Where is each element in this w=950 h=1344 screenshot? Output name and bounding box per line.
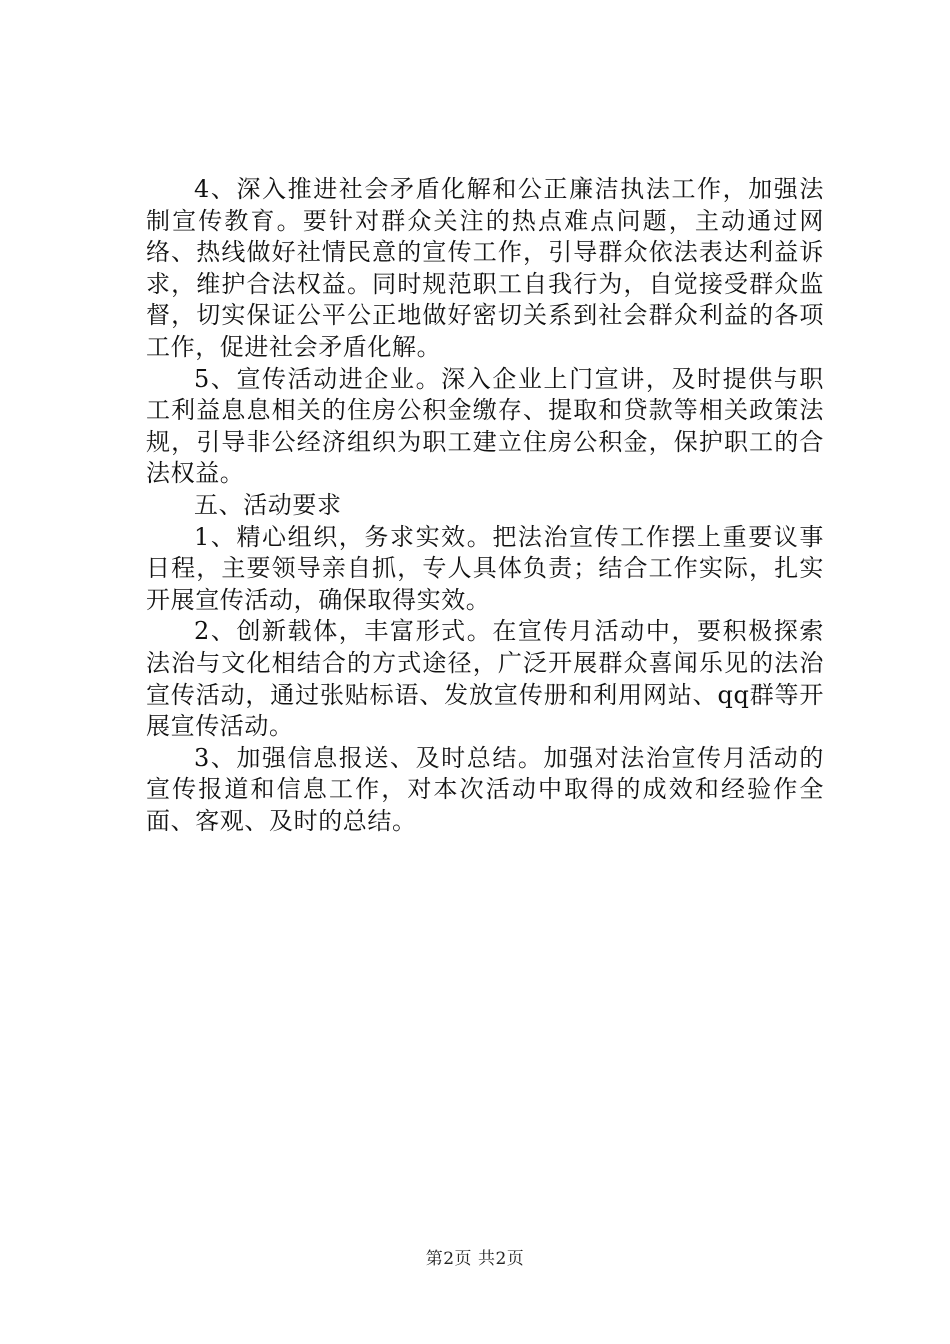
paragraph-item-5: 5、宣传活动进企业。深入企业上门宣讲，及时提供与职工利益息息相关的住房公积金缴存、提取和贷款等相关政策法规，引导非公经济组织为职工建立住房公积金，保护职工的合法权益。: [146, 364, 824, 488]
paragraph-requirement-2: 2、创新载体，丰富形式。在宣传月活动中，要积极探索法治与文化相结合的方式途径，广泛开展群众喜闻乐见的法治宣传活动，通过张贴标语、发放宣传册和利用网站、qq群等开展宣传活动。: [146, 617, 824, 741]
page-number-footer: 第2页 共2页: [425, 1249, 525, 1269]
section-heading-activity-requirements: 五、活动要求: [194, 490, 342, 519]
paragraph-requirement-1: 1、精心组织，务求实效。把法治宣传工作摆上重要议事日程，主要领导亲自抓，专人具体负责；结合工作实际，扎实开展宣传活动，确保取得实效。: [146, 522, 824, 614]
paragraph-item-4: 4、深入推进社会矛盾化解和公正廉洁执法工作，加强法制宣传教育。要针对群众关注的热点难点问题，主动通过网络、热线做好社情民意的宣传工作，引导群众依法表达利益诉求，维护合法权益。同时规范职工自我行为，自觉接受群众监督，切实保证公平公正地做好密切关系到社会群众利益的各项工作，促进社会矛盾化解。: [146, 175, 824, 361]
document-body: [146, 174, 824, 837]
paragraph-requirement-3: 3、加强信息报送、及时总结。加强对法治宣传月活动的宣传报道和信息工作，对本次活动中取得的成效和经验作全面、客观、及时的总结。: [146, 743, 824, 835]
